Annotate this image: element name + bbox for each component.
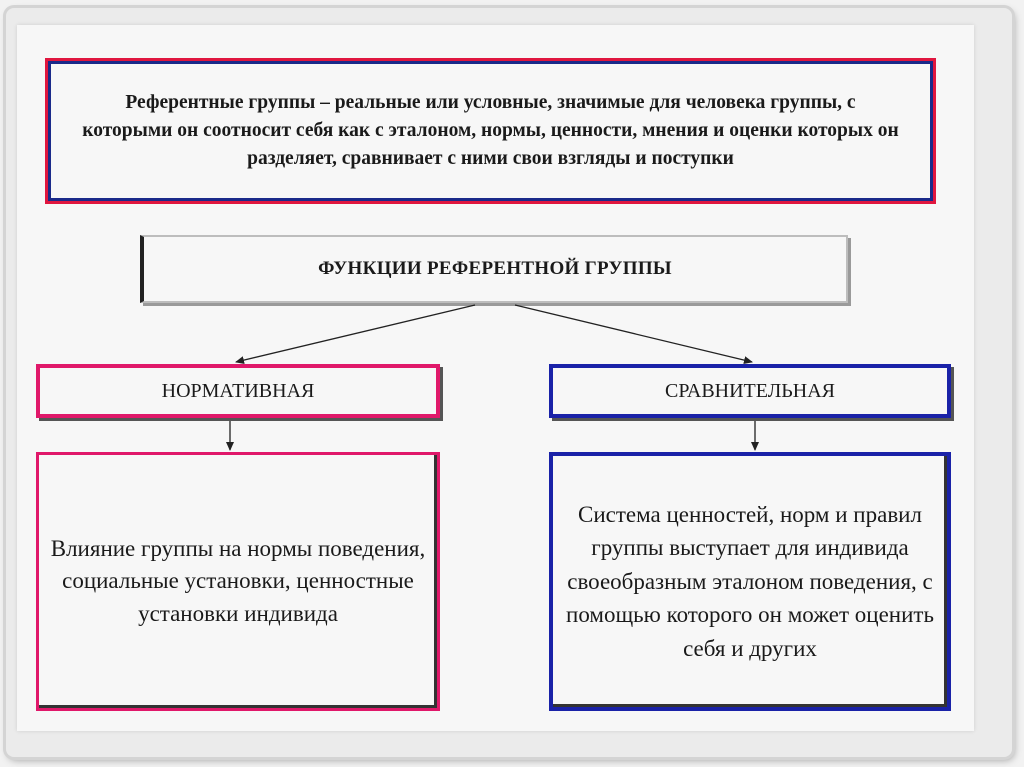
- functions-title-box: [140, 235, 848, 303]
- definition-text: Референтные группы – реальные или условные, значимые для человека группы, с которыми он соотносит себя как с эталоном, нормы, ценности, мнения и оценки которых он разделяет, сравнивает с ними свои взгляды и поступки: [82, 92, 899, 169]
- comparative-title-box: [549, 364, 951, 418]
- functions-title: ФУНКЦИИ РЕФЕРЕНТНОЙ ГРУППЫ: [318, 258, 672, 279]
- normative-description-box: [36, 452, 440, 711]
- comparative-description: Система ценностей, норм и правил группы выступает для индивида своеобразным эталоном поведения, с помощью которого он может оценить себя и других: [566, 502, 934, 661]
- definition-box: [45, 58, 936, 204]
- normative-description: Влияние группы на нормы поведения, социальные установки, ценностные установки индивида: [50, 535, 426, 626]
- comparative-description-box: [549, 452, 951, 711]
- normative-title-box: [36, 364, 440, 418]
- normative-title: НОРМАТИВНАЯ: [161, 379, 315, 402]
- comparative-title: СРАВНИТЕЛЬНАЯ: [664, 379, 836, 402]
